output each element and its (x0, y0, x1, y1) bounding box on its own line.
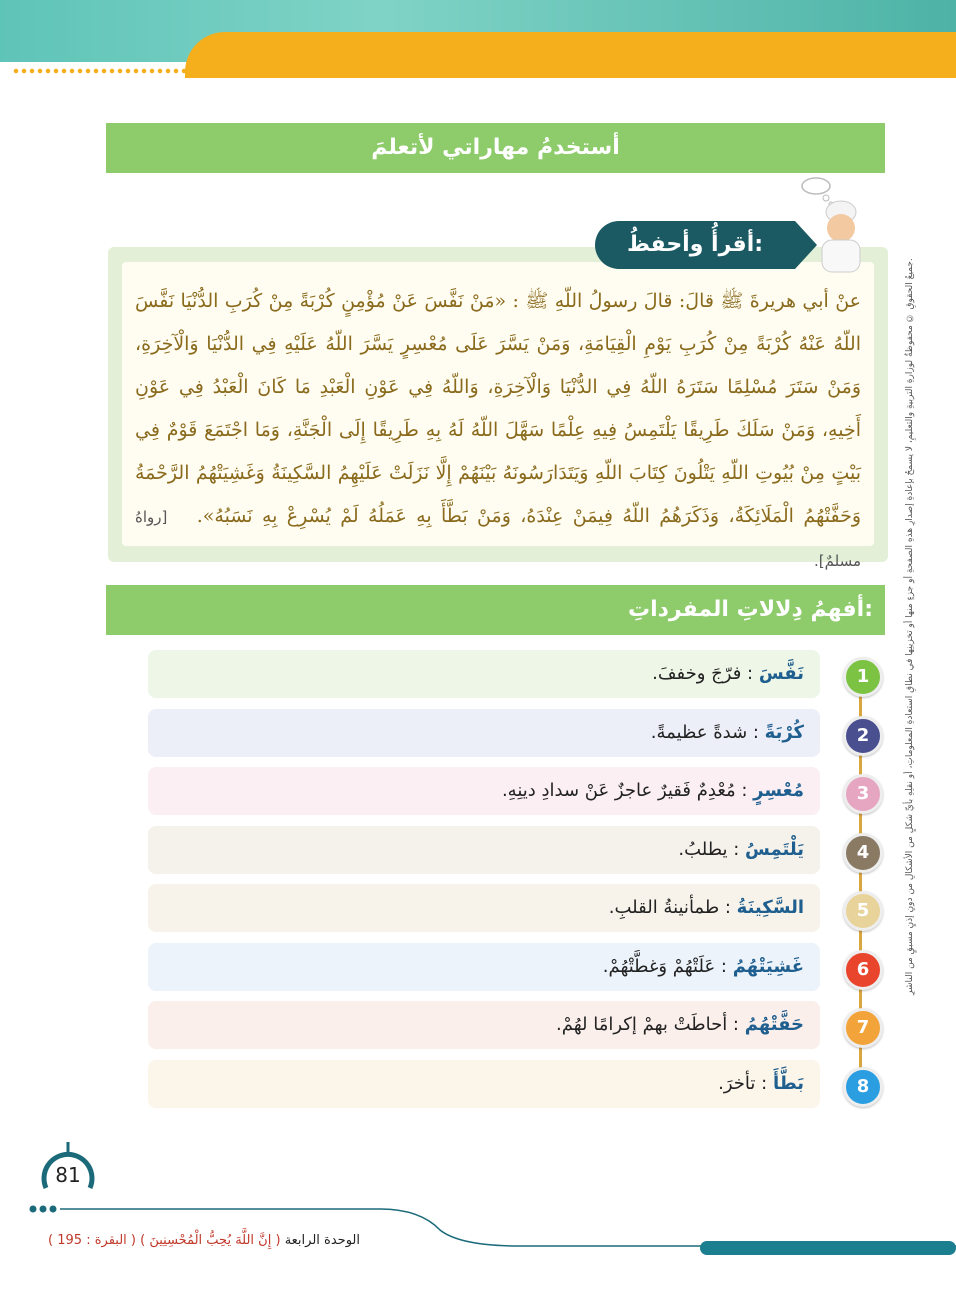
vocab-row-7 (148, 1001, 820, 1049)
vocab-number-badge: 3 (843, 774, 883, 814)
vocab-row-3 (148, 767, 820, 815)
vocab-number-badge: 5 (843, 891, 883, 931)
vocab-meaning: : عَلَتْهُمْ وَغطَّتْهُمْ. (602, 956, 733, 977)
vocab-row-2 (148, 709, 820, 757)
footer-caption (40, 1228, 360, 1254)
vocab-row-5 (148, 884, 820, 932)
skills-section-header: أستخدمُ مهاراتي لأتعلمَ (106, 123, 885, 173)
vocab-number-badge: 2 (843, 716, 883, 756)
read-memorize-tag: أقرأُ وأحفظُ: (595, 221, 795, 269)
footer-unit: الوحدة الرابعة (284, 1233, 360, 1248)
hadith-text (135, 280, 861, 570)
vocab-meaning: : طمأنينةُ القلبِ. (608, 897, 737, 918)
vocab-meaning: : يطلبُ. (678, 839, 746, 860)
vocab-term: غَشِيَتْهُمُ (732, 956, 804, 977)
page-number: 81 (55, 1163, 81, 1187)
copyright-side-note: جميعُ الحقوقِ © محفوظةٌ لوزارةِ التربيةِ والتعليمِ، لا يسمحُ بإعادةِ إصدارِ هذهِ الصفحةِ أو جزءٍ منها أو تخزينِها في نطاقِ استعادةِ المعلوماتِ، أو نقلِهِ بأيِّ شكلٍ من الأشكالِ من دونِ إذنٍ مسبقٍ من الناشرِ. (905, 258, 915, 995)
hadith-source: [رواهُ مسلمٌ]. (135, 508, 861, 570)
vocab-number-badge: 8 (843, 1067, 883, 1107)
vocab-meaning: : أحاطَتْ بهمْ إكرامًا لهُمْ. (556, 1014, 745, 1035)
vocab-row-4 (148, 826, 820, 874)
vocab-row-8 (148, 1060, 820, 1108)
vocab-number-badge: 1 (843, 657, 883, 697)
vocab-number-badge: 4 (843, 833, 883, 873)
vocab-number-badge: 7 (843, 1008, 883, 1048)
top-decorative-band (0, 0, 956, 78)
vocab-number-badge: 6 (843, 950, 883, 990)
hadith-body: عنْ أبي هريرةَ ﷺ قالَ: قالَ رسولُ اللّهِ ﷺ : «مَنْ نَفَّسَ عَنْ مُؤْمِنٍ كُرْبَةً مِنْ كُرَبِ الدُّنْيَا نَفَّسَ اللّهُ عَنْهُ كُرْبَةً مِنْ كُرَبِ يَوْمِ الْقِيَامَةِ، وَمَنْ يَسَّرَ عَلَى مُعْسِرٍ يَسَّرَ اللّهُ عَلَيْهِ فِي الدُّنْيَا وَالْآخِرَةِ، وَمَنْ سَتَرَ مُسْلِمًا سَتَرَهُ اللّهُ فِي الدُّنْيَا وَالْآخِرَةِ، وَاللّهُ فِي عَوْنِ الْعَبْدِ مَا كَانَ الْعَبْدُ فِي عَوْنِ أَخِيهِ، وَمَنْ سَلَكَ طَرِيقًا يَلْتَمِسُ فِيهِ عِلْمًا سَهَّلَ اللّهُ لَهُ بِهِ طَرِيقًا إِلَى الْجَنَّةِ، وَمَا اجْتَمَعَ قَوْمٌ فِي بَيْتٍ مِنْ بُيُوتِ اللّهِ يَتْلُونَ كِتَابَ اللّهِ وَيَتَدَارَسُونَهُ بَيْنَهُمْ إِلَّا نَزَلَتْ عَلَيْهِمُ السَّكِينَةُ وَغَشِيَتْهُمُ الرَّحْمَةُ وَحَفَّتْهُمُ الْمَلَائِكَةُ، وَذَكَرَهُمُ اللّهُ فِيمَنْ عِنْدَهُ، وَمَنْ بَطَّأَ بِهِ عَمَلُهُ لَمْ يُسْرِعْ بِهِ نَسَبُهُ». (135, 290, 861, 527)
vocab-term: مُعْسِرٍ (753, 780, 804, 801)
vocab-section-header: أفهمُ دِلالاتِ المفرداتِ: (106, 585, 885, 635)
vocab-meaning: : مُعْدِمٌ فَقيرٌ عاجزٌ عَنْ سدادِ دينِهِ. (501, 780, 754, 801)
vocab-meaning: : تأخرَ. (718, 1073, 773, 1094)
vocab-meaning: : فرّجَ وخففَ. (652, 663, 759, 684)
vocab-row-6 (148, 943, 820, 991)
vocab-row-1 (148, 650, 820, 698)
vocab-term: السَّكِينَةُ (736, 897, 804, 918)
vocab-term: حَفَّتْهُمُ (744, 1014, 804, 1035)
footer-quote: ( إِنَّ اللَّهَ يُحِبُّ الْمُحْسِنِينَ ) ( البقرة : 195 ) (48, 1233, 281, 1248)
vocab-term: بَطَّأَ (772, 1073, 804, 1094)
vocab-term: نَفَّسَ (758, 663, 804, 684)
vocab-term: كُرْبَةً (764, 722, 804, 743)
vocab-term: يَلْتَمِسُ (745, 839, 804, 860)
vocab-meaning: : شدةً عظيمةً. (650, 722, 765, 743)
